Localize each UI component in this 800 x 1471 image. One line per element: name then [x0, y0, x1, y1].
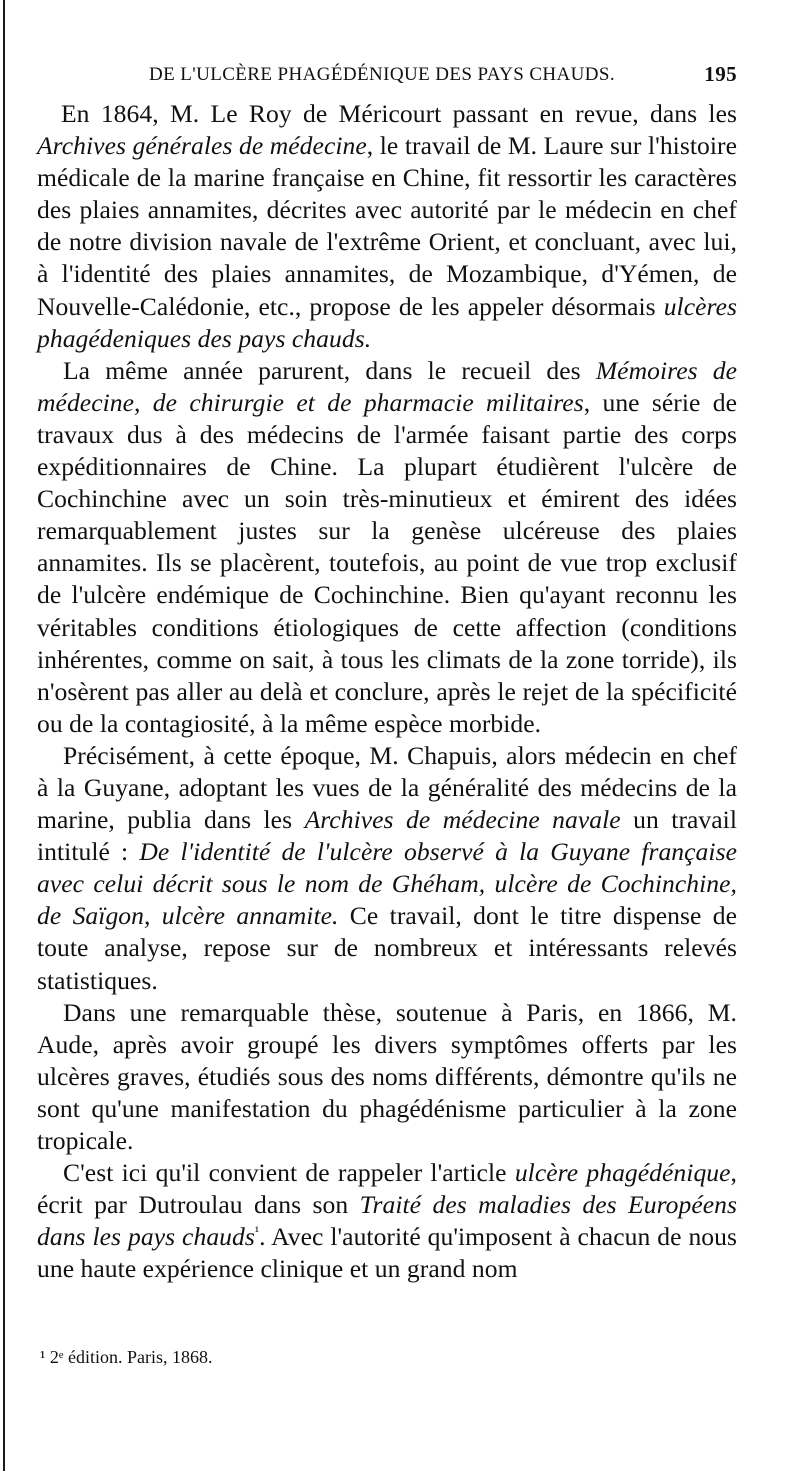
text-span: La même année parurent, dans le recueil des	[63, 355, 596, 385]
text-span: , une série de travaux dus à des médecins de l'armée faisant partie des corps expéditionnaires de Chine. La plupart étudièrent l'ulcère de Cochinchine avec un soin très-minutieux et émirent des idées remarquablement justes sur la genèse ulcéreuse des plaies annamites. Ils se placèrent, toutefois, au point de vue trop exclusif de l'ulcère endémique de Cochinchine. Bien qu'ayant reconnu les véritables conditions étiologiques de cette affection (conditions inhérentes, comme on sait, à tous les climats de la zone torride), ils n'osèrent pas aller au delà et conclure, après le rejet de la spécificité ou de la contagiosité, à la même espèce morbide.	[37, 387, 738, 738]
footnote-reference: ¹	[254, 1225, 260, 1241]
text-span: C'est ici qu'il convient de rappeler l'article	[63, 1158, 515, 1188]
footnote	[40, 1347, 213, 1368]
italic-span: Archives de médecine navale	[304, 805, 621, 835]
italic-span: Mémoires de médecine, de chirurgie et de pharmacie militaires	[37, 355, 737, 417]
body-text	[37, 98, 737, 1285]
paragraph	[37, 997, 737, 1157]
text-span: , écrit par Dutroulau dans son	[37, 1158, 737, 1220]
book-page	[37, 58, 737, 1285]
paragraph	[37, 1157, 737, 1285]
text-span: . Avec l'autorité qu'imposent à chacun de nous une haute expérience clinique et un grand nom	[37, 1222, 737, 1284]
page-number: 195	[704, 62, 737, 86]
page-header	[37, 58, 737, 98]
paragraph	[37, 98, 737, 355]
footnote-text: 2ᵉ édition. Paris, 1868.	[49, 1347, 213, 1367]
paragraph	[37, 355, 737, 740]
running-title: DE L'ULCÈRE PHAGÉDÉNIQUE DES PAYS CHAUDS.	[149, 64, 616, 85]
page-edge-line	[3, 0, 5, 1471]
italic-span: Traité des maladies des Européens dans les pays chauds	[37, 1190, 738, 1252]
footnote-marker: ¹	[40, 1347, 46, 1367]
text-span: Ce travail, dont le titre dispense de toute analyse, repose sur de nombreux et intéressants relevés statistiques.	[37, 901, 738, 995]
text-span: Précisément, à cette époque, M. Chapuis, alors médecin en chef à la Guyane, adoptant les vues de la généralité des médecins de la marine, publia dans les	[37, 740, 737, 835]
text-span: , le travail de M. Laure sur l'histoire médicale de la marine française en Chine, fit ressortir les caractères des plaies annamites, décrites avec autorité par le médecin en chef de notre division navale de l'extrême Orient, et concluant, avec lui, à l'identité des plaies annamites, de Mozambique, d'Yémen, de Nouvelle-Calédonie, etc., propose de les appeler désormais	[37, 131, 737, 321]
paragraph	[37, 740, 737, 997]
italic-span: ulcère phagédénique	[514, 1158, 731, 1188]
italic-span: De l'identité de l'ulcère observé à la Guyane française avec celui décrit sous le nom de Ghéham, ulcère de Cochinchine, de Saïgon, ulcère annamite.	[37, 837, 737, 931]
text-span: En 1864, M. Le Roy de Méricourt passant en revue, dans les	[61, 99, 737, 128]
italic-span: ulcères phagédeniques des pays chauds.	[37, 291, 737, 353]
italic-span: Archives générales de médecine	[37, 131, 367, 161]
text-span: Dans une remarquable thèse, soutenue à Paris, en 1866, M. Aude, après avoir groupé les divers symptômes offerts par les ulcères graves, étudiés sous des noms différents, démontre qu'ils ne sont qu'une manifestation du phagédénisme particulier à la zone tropicale.	[37, 997, 737, 1155]
text-span: un travail intitulé :	[37, 805, 738, 867]
